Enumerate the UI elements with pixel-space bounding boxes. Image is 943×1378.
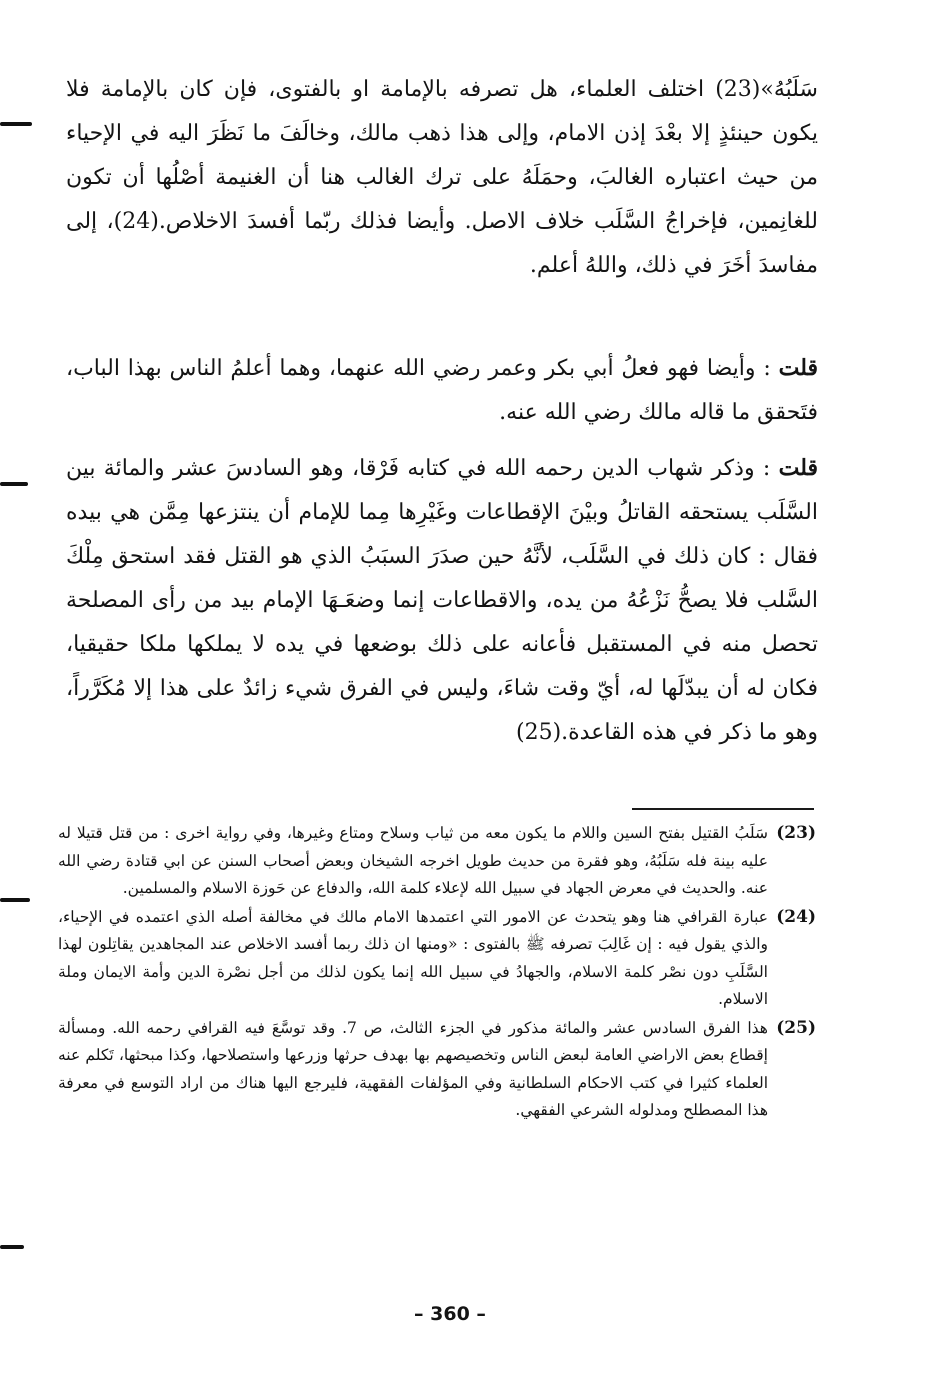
scan-edge-mark <box>0 482 28 486</box>
footnote-25 <box>58 1015 816 1125</box>
footnote-text: هذا الفرق السادس عشر والمائة مذكور في الجزء الثالث، ص 7. وقد توسَّعَ فيه القرافي رحمه الله. ومسألة إقطاع بعض الاراضي العامة لبعض الناس وتخصيصهم بها بهدف حرثها وزرعها واستصلاحها، وكذا مبحثها، تَكلم عنه العلماء كثيرا في كتب الاحكام السلطانية وفي المؤلفات الفقهية، فليرجع اليها هناك من اراد التوسع في معرفة هذا المصطلح ومدلوله الشرعي الفقهي. <box>58 1018 768 1119</box>
paragraph-2 <box>66 346 818 435</box>
footnote-separator <box>632 808 814 810</box>
paragraph-1 <box>66 68 818 288</box>
footnote-number: (23) <box>776 823 816 843</box>
paragraph-3 <box>66 446 818 755</box>
footnote-number: (25) <box>776 1017 816 1038</box>
page-number: – 360 – <box>414 1303 486 1325</box>
footnote-text: عبارة القرافي هنا وهو يتحدث عن الامور التي اعتمدها الامام مالك في مخالفة أصله الذي اعتمده في الإحياء، والذي يقول فيه : إن غَالِبَ تصرفه ﷺ بالفتوى : «ومنها ان ذلك ربما أفسد الاخلاص عند المجاهدين يقاتِلون لهذا السَّلَبِ دون نصْر كلمة الاسلام، والجهادُ في سبيل الله إنما يكون لذلك من أجل نصْرة الدين وأمة الايمان وملة الاسلام. <box>58 907 768 1008</box>
scan-edge-mark <box>0 122 32 126</box>
footnote-text: سَلَبُ القتيل بفتح السين واللام ما يكون معه من ثياب وسلاح ومتاع وغيرها، وفي رواية اخرى : من قتل قتيلا له عليه بينة فله سَلَبُهُ، وهو فقرة من حديث طويل اخرجه الشيخان وبعض أصحاب السنن عن ابي قتادة رضي الله عنه. والحديث في معرض الجهاد في سبيل الله لإعلاء كلمة الله، والدفاع عن حَوزة الاسلام والمسلمين. <box>58 824 768 897</box>
scan-edge-mark <box>0 1245 24 1249</box>
paragraph-2-lead-word: قلت <box>778 355 818 381</box>
paragraph-1-text: سَلَبُهُ»(23) اختلف العلماء، هل تصرفه بالإمامة او بالفتوى، فإن كان بالإمامة فلا يكون حينئذٍ إلا بعْدَ إذن الامام، وإلى هذا ذهب مالك، وخالَفَ ما نَظَرَ اليه في الإحياء من حيث اعتباره الغالبَ، وحمَلَهُ على ترك الغالب هنا أن الغنيمة أصْلُها أن تكون للغانِمين، فإخراجُ السَّلَب خلاف الاصل. وأيضا فذلك ربّما أفسدَ الاخلاص.(24)، إلى مفاسدَ أخَرَ في ذلك، واللهُ أعلم. <box>66 77 818 278</box>
paragraph-3-text: : وذكر شهاب الدين رحمه الله في كتابه فَرْقا، وهو السادسَ عشر والمائة بين السَّلَب يستحقه القاتلُ وبيْنَ الإقطاعات وغَيْرِها مِما للإمام أن ينتزعها مِمَّن هي بيده فقال : كان ذلك في السَّلَب، لأنَّهُ حين صدَرَ السبَبُ الذي هو القتل فقد استحق مِلْكَ السَّلب فلا يصحُّ نَزْعُهُ من يده، والاقطاعات إنما وضعَـهَا الإمام بيد من رأى المصلحة تحصل منه في المستقبل فأعانه على ذلك بوضعها في يده لا يملكها ملكا حقيقيا، فكان له أن يبدّلَها له، أيّ وقت شاءَ، وليس في الفرق شيء زائدٌ على هذا إلا مُكَرَّراً، وهو ما ذكر في هذه القاعدة.(25) <box>66 456 818 745</box>
footnotes <box>58 820 816 1126</box>
paragraph-3-lead-word: قلت <box>778 455 818 481</box>
scan-edge-mark <box>0 898 30 902</box>
footnote-number: (24) <box>776 906 816 927</box>
footnote-24 <box>58 904 816 1014</box>
footnote-23 <box>58 820 816 903</box>
paragraph-2-text: : وأيضا فهو فعلُ أبي بكر وعمر رضي الله عنهما، وهما أعلمُ الناس بهذا الباب، فتَحقق ما قاله مالك رضي الله عنه. <box>66 356 818 425</box>
